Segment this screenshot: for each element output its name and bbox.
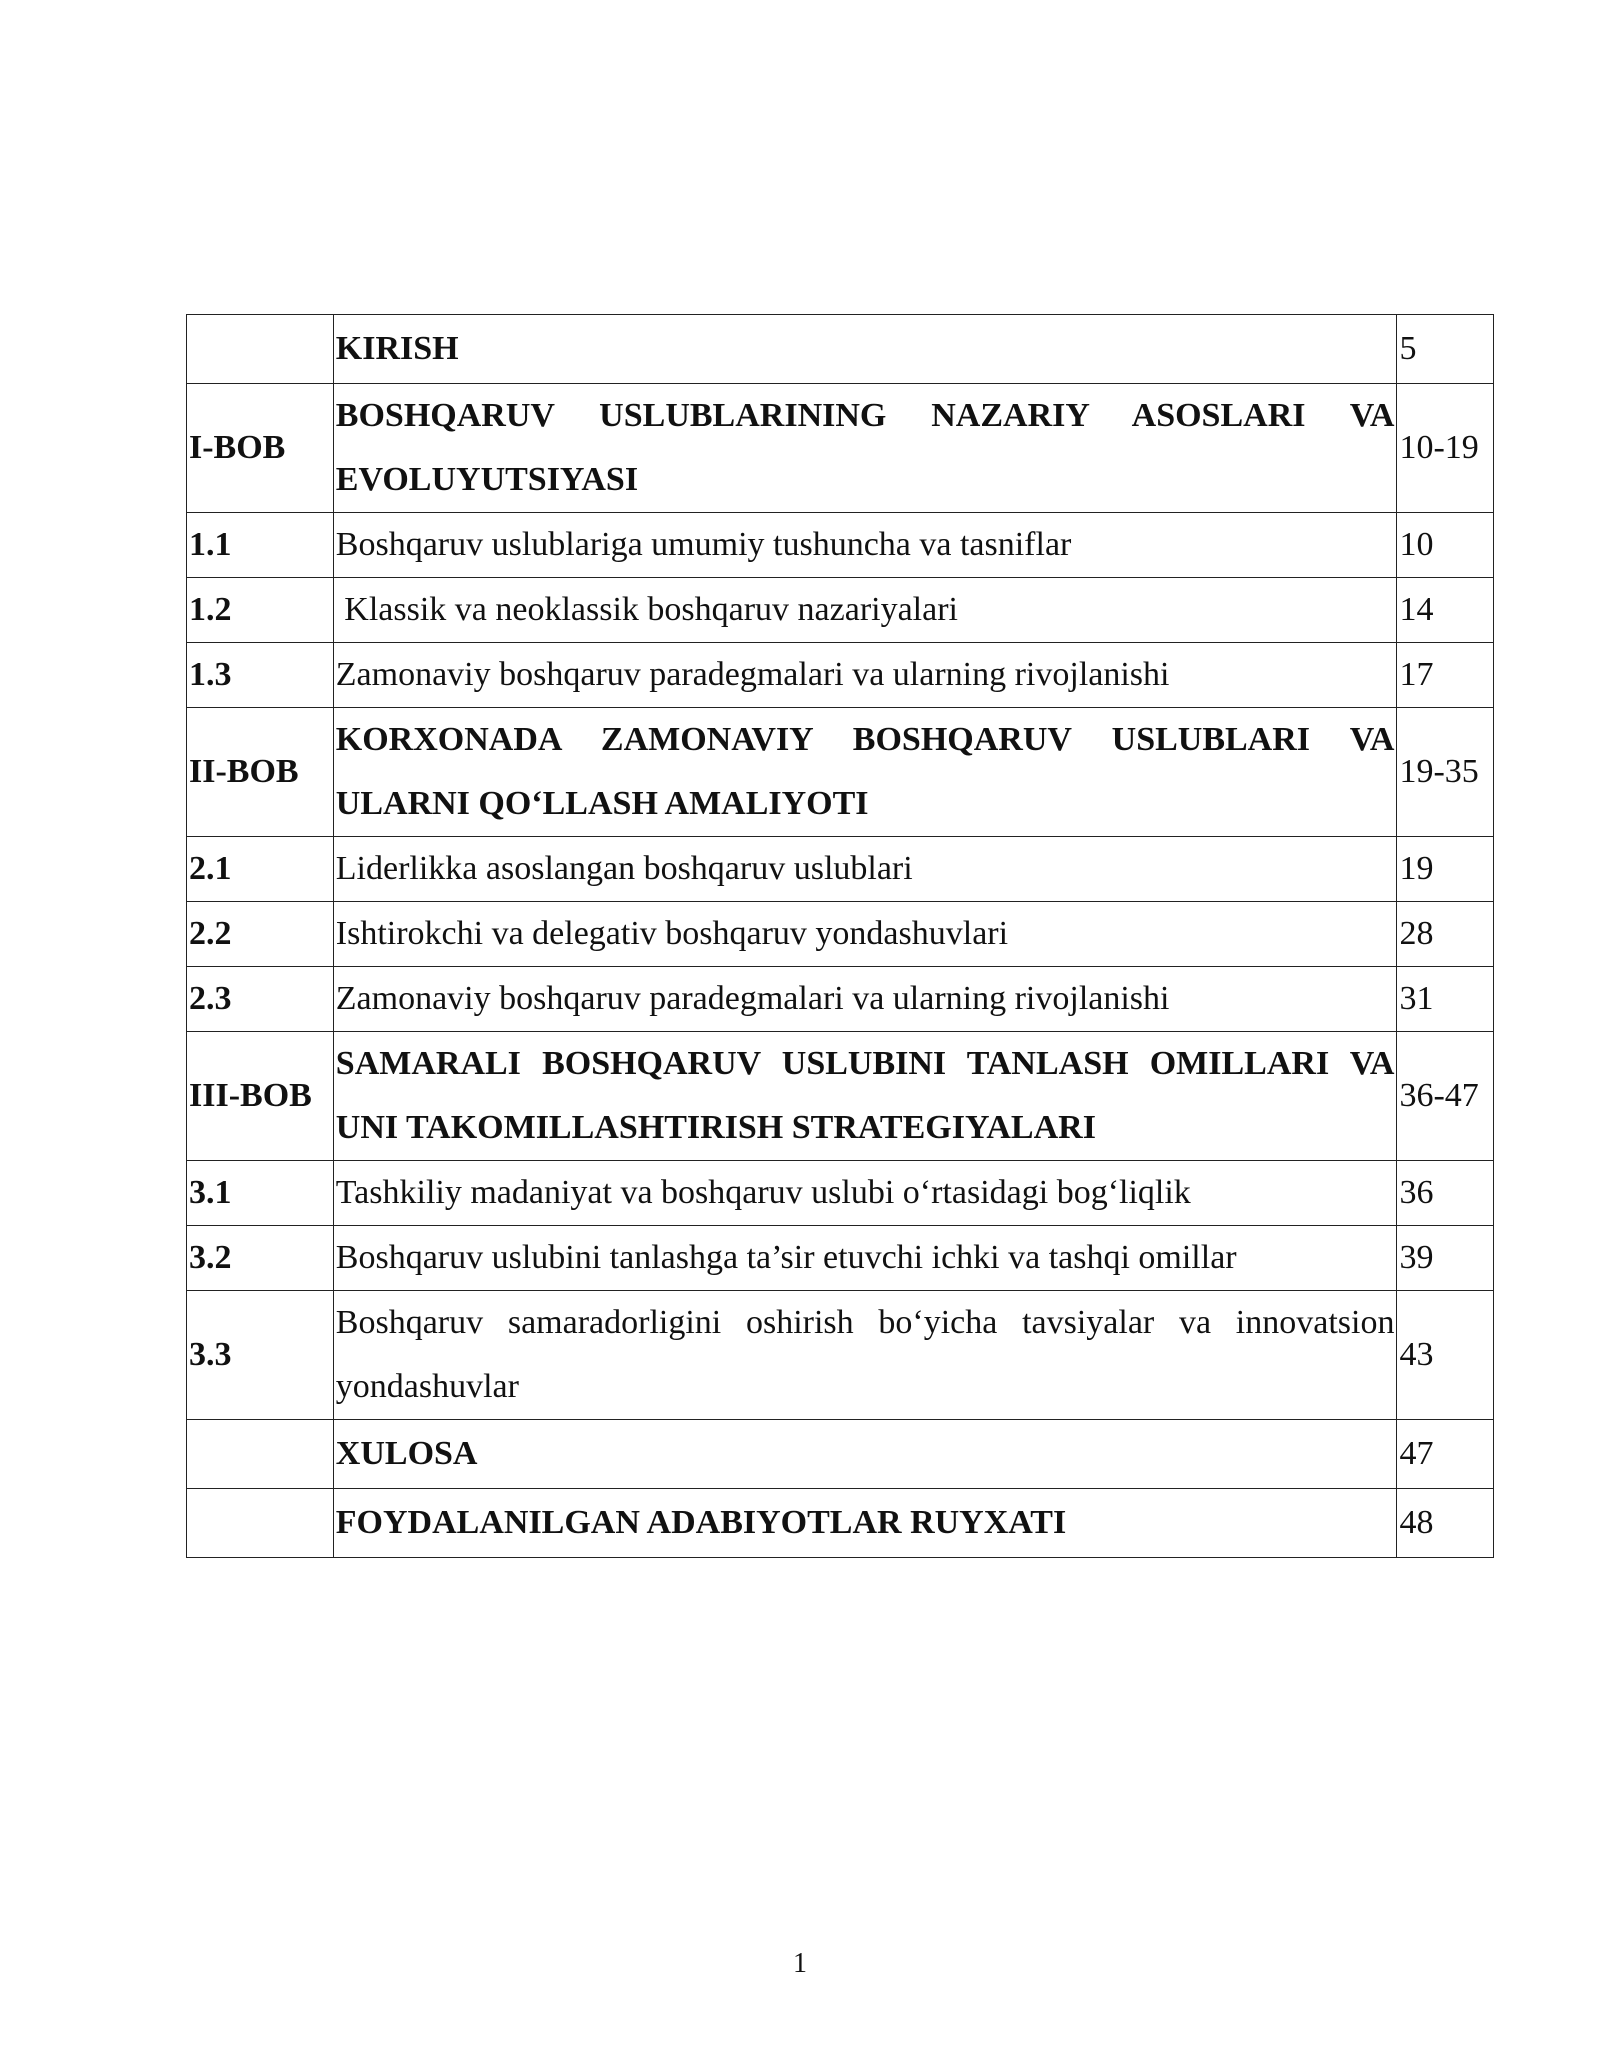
- toc-page-number: 47: [1397, 1420, 1494, 1489]
- toc-page-number: 48: [1397, 1489, 1494, 1558]
- toc-section-number: 3.3: [187, 1291, 334, 1420]
- table-of-contents: [186, 314, 1494, 1558]
- toc-section-number: 1.3: [187, 643, 334, 708]
- toc-section-title: KORXONADA ZAMONAVIY BOSHQARUV USLUBLARI VA ULARNI QO‘LLASH AMALIYOTI: [333, 708, 1397, 837]
- toc-section-title: Zamonaviy boshqaruv paradegmalari va ularning rivojlanishi: [333, 967, 1397, 1032]
- toc-section-number: 2.3: [187, 967, 334, 1032]
- toc-row-chapter-1: [187, 384, 1494, 513]
- toc-page-number: 5: [1397, 315, 1494, 384]
- toc-row-chapter-2: [187, 708, 1494, 837]
- toc-row-2-1: [187, 837, 1494, 902]
- toc-section-title: Boshqaruv uslubini tanlashga ta’sir etuvchi ichki va tashqi omillar: [333, 1226, 1397, 1291]
- toc-row-kirish: [187, 315, 1494, 384]
- toc-section-number: 2.1: [187, 837, 334, 902]
- toc-row-3-3: [187, 1291, 1494, 1420]
- toc-row-bibliography: [187, 1489, 1494, 1558]
- toc-section-number: [187, 1489, 334, 1558]
- toc-section-number: [187, 1420, 334, 1489]
- toc-row-3-1: [187, 1161, 1494, 1226]
- toc-page-number: 43: [1397, 1291, 1494, 1420]
- toc-section-title: Liderlikka asoslangan boshqaruv uslublari: [333, 837, 1397, 902]
- toc-page-number: 28: [1397, 902, 1494, 967]
- toc-row-1-3: [187, 643, 1494, 708]
- toc-section-number: 1.2: [187, 578, 334, 643]
- toc-section-number: [187, 315, 334, 384]
- toc-section-number: 1.1: [187, 513, 334, 578]
- toc-row-1-1: [187, 513, 1494, 578]
- toc-page-number: 36-47: [1397, 1032, 1494, 1161]
- toc-row-2-3: [187, 967, 1494, 1032]
- toc-row-chapter-3: [187, 1032, 1494, 1161]
- toc-page-number: 10: [1397, 513, 1494, 578]
- toc-section-number: 3.1: [187, 1161, 334, 1226]
- toc-page-number: 39: [1397, 1226, 1494, 1291]
- toc-page-number: 19: [1397, 837, 1494, 902]
- toc-page-number: 14: [1397, 578, 1494, 643]
- toc-section-number: II-BOB: [187, 708, 334, 837]
- toc-section-number: III-BOB: [187, 1032, 334, 1161]
- toc-section-number: I-BOB: [187, 384, 334, 513]
- toc-section-title: SAMARALI BOSHQARUV USLUBINI TANLASH OMILLARI VA UNI TAKOMILLASHTIRISH STRATEGIYALARI: [333, 1032, 1397, 1161]
- toc-page-number: 10-19: [1397, 384, 1494, 513]
- toc-row-1-2: [187, 578, 1494, 643]
- toc-page-number: 19-35: [1397, 708, 1494, 837]
- toc-section-title: Boshqaruv samaradorligini oshirish bo‘yicha tavsiyalar va innovatsion yondashuvlar: [333, 1291, 1397, 1420]
- toc-page-number: 17: [1397, 643, 1494, 708]
- page-number: 1: [793, 1948, 807, 1979]
- toc-page-number: 36: [1397, 1161, 1494, 1226]
- toc-section-title: BOSHQARUV USLUBLARINING NAZARIY ASOSLARI VA EVOLUYUTSIYASI: [333, 384, 1397, 513]
- toc-section-title: Tashkiliy madaniyat va boshqaruv uslubi o‘rtasidagi bog‘liqlik: [333, 1161, 1397, 1226]
- toc-section-title: KIRISH: [333, 315, 1397, 384]
- toc-row-3-2: [187, 1226, 1494, 1291]
- toc-row-2-2: [187, 902, 1494, 967]
- toc-section-title: Ishtirokchi va delegativ boshqaruv yondashuvlari: [333, 902, 1397, 967]
- toc-page-number: 31: [1397, 967, 1494, 1032]
- toc-section-title: Zamonaviy boshqaruv paradegmalari va ularning rivojlanishi: [333, 643, 1397, 708]
- toc-row-xulosa: [187, 1420, 1494, 1489]
- toc-section-title: FOYDALANILGAN ADABIYOTLAR RUYXATI: [333, 1489, 1397, 1558]
- toc-section-title: Klassik va neoklassik boshqaruv nazariyalari: [333, 578, 1397, 643]
- toc-section-number: 3.2: [187, 1226, 334, 1291]
- toc-section-title: XULOSA: [333, 1420, 1397, 1489]
- toc-section-number: 2.2: [187, 902, 334, 967]
- toc-section-title: Boshqaruv uslublariga umumiy tushuncha va tasniflar: [333, 513, 1397, 578]
